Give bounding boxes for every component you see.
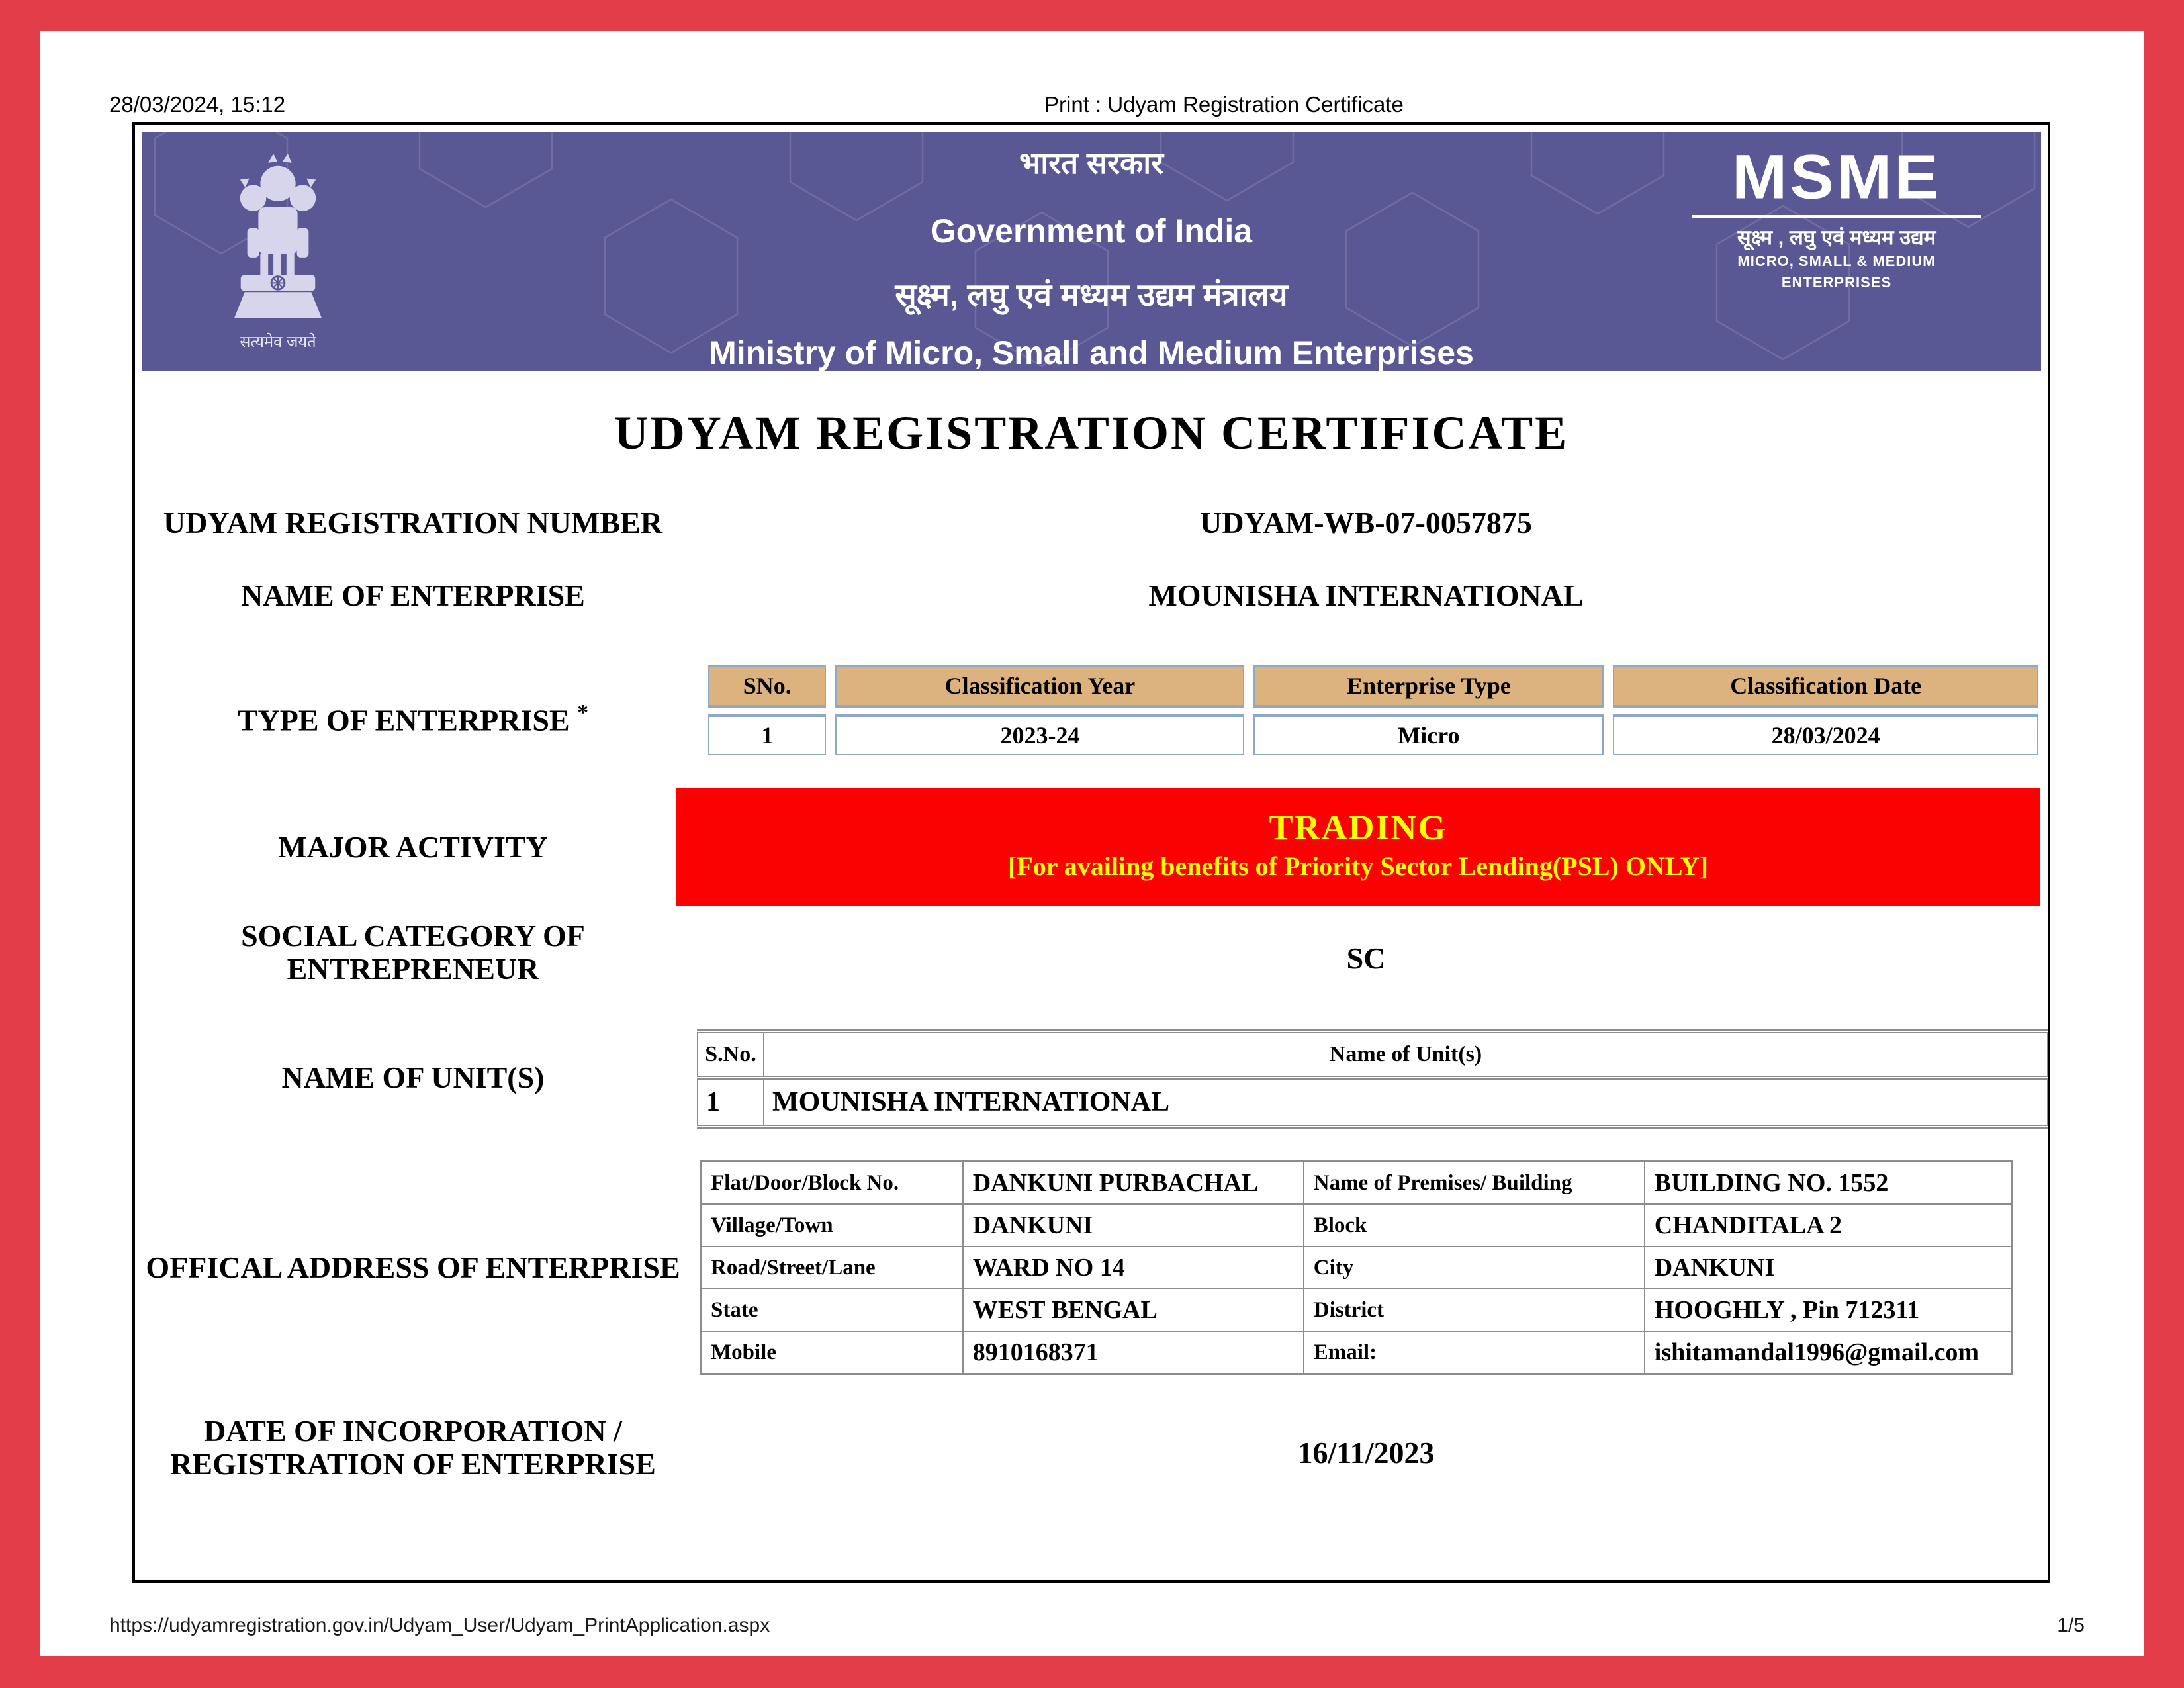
registration-number-label: UDYAM REGISTRATION NUMBER <box>163 506 662 539</box>
incorporation-date-label-line1: DATE OF INCORPORATION / <box>204 1414 622 1448</box>
type-table-cell: 28/03/2024 <box>1613 714 2038 755</box>
address-cell-label: Mobile <box>701 1331 963 1374</box>
type-table-cell: 2023-24 <box>835 714 1244 755</box>
footer-url: https://udyamregistration.gov.in/Udyam_User/Udyam_PrintApplication.aspx <box>109 1615 770 1636</box>
msme-logo-divider <box>1692 215 1981 218</box>
major-activity-note: [For availing benefits of Priority Sector Lending(PSL) ONLY] <box>1007 851 1709 881</box>
print-datetime: 28/03/2024, 15:12 <box>109 92 286 117</box>
units-table-header-row <box>698 1031 2048 1078</box>
print-preview-page <box>40 31 2144 1656</box>
address-cell-value: BUILDING NO. 1552 <box>1645 1162 2012 1205</box>
address-cell-value: HOOGHLY , Pin 712311 <box>1645 1289 2012 1331</box>
banner-english-ministry: Ministry of Micro, Small and Medium Enterprises <box>709 334 1474 371</box>
address-cell-label: Village/Town <box>701 1204 963 1246</box>
address-cell-value: ishitamandal1996@gmail.com <box>1645 1331 2012 1374</box>
address-cell-label: District <box>1304 1289 1645 1331</box>
address-cell-label: City <box>1304 1246 1645 1289</box>
address-cell-label: Block <box>1304 1204 1645 1246</box>
social-category-label-line2: ENTREPRENEUR <box>287 952 539 986</box>
type-table-cell: 1 <box>708 714 826 755</box>
address-row <box>701 1331 2012 1374</box>
address-cell-value: DANKUNI PURBACHAL <box>963 1162 1304 1205</box>
banner-english-title: Government of India <box>930 212 1253 250</box>
address-row <box>701 1162 2012 1205</box>
social-category-value: SC <box>1346 941 1386 975</box>
type-table-cell: Micro <box>1253 714 1604 755</box>
msme-logo <box>1688 141 1985 293</box>
banner-hindi-title: भारत सरकार <box>1019 146 1164 180</box>
msme-logo-english: MICRO, SMALL & MEDIUM ENTERPRISES <box>1737 253 1936 291</box>
incorporation-date-label <box>135 1415 691 1481</box>
incorporation-date-value: 16/11/2023 <box>1297 1436 1435 1470</box>
type-table-header: Enterprise Type <box>1253 665 1604 708</box>
major-activity-label: MAJOR ACTIVITY <box>278 830 548 864</box>
address-cell-value: DANKUNI <box>1645 1246 2012 1289</box>
address-cell-label: State <box>701 1289 963 1331</box>
units-table-cell: 1 <box>698 1078 764 1127</box>
banner-hindi-ministry: सूक्ष्म, लघु एवं मध्यम उद्यम मंत्रालय <box>895 278 1288 313</box>
msme-logo-acronym: MSME <box>1732 141 1941 212</box>
print-title: Print : Udyam Registration Certificate <box>1044 92 1404 117</box>
units-table-row <box>698 1078 2048 1127</box>
certificate-title: UDYAM REGISTRATION CERTIFICATE <box>614 406 1569 459</box>
units-table <box>697 1029 2048 1129</box>
major-activity-banner <box>676 788 2040 906</box>
address-cell-value: CHANDITALA 2 <box>1645 1204 2012 1246</box>
type-of-enterprise-label-text: TYPE OF ENTERPRISE <box>237 703 570 737</box>
units-table-header: Name of Unit(s) <box>764 1031 2048 1078</box>
address-cell-label: Name of Premises/ Building <box>1304 1162 1645 1205</box>
address-row <box>701 1246 2012 1289</box>
enterprise-name-value: MOUNISHA INTERNATIONAL <box>1148 579 1584 612</box>
type-of-enterprise-table <box>699 659 2048 762</box>
address-cell-label: Email: <box>1304 1331 1645 1374</box>
address-cell-value: WARD NO 14 <box>963 1246 1304 1289</box>
required-asterisk: * <box>577 700 589 725</box>
units-table-header: S.No. <box>698 1031 764 1078</box>
type-table-header: SNo. <box>708 665 826 708</box>
major-activity-value: TRADING <box>1269 808 1447 847</box>
incorporation-date-label-line2: REGISTRATION OF ENTERPRISE <box>170 1447 656 1481</box>
address-cell-label: Flat/Door/Block No. <box>701 1162 963 1205</box>
emblem-caption: सत्यमेव जयते <box>240 334 316 352</box>
social-category-label <box>135 919 691 986</box>
address-cell-value: WEST BENGAL <box>963 1289 1304 1331</box>
footer-page-indicator: 1/5 <box>2057 1615 2085 1636</box>
type-table-header-row <box>708 665 2038 708</box>
certificate-box <box>132 122 2050 1583</box>
type-table-header: Classification Date <box>1613 665 2038 708</box>
address-cell-label: Road/Street/Lane <box>701 1246 963 1289</box>
units-table-cell: MOUNISHA INTERNATIONAL <box>764 1078 2048 1127</box>
official-address-label: OFFICAL ADDRESS OF ENTERPRISE <box>146 1250 680 1284</box>
social-category-label-line1: SOCIAL CATEGORY OF <box>241 919 585 953</box>
registration-number-value: UDYAM-WB-07-0057875 <box>1200 506 1532 539</box>
units-label: NAME OF UNIT(S) <box>281 1060 545 1094</box>
type-of-enterprise-label <box>135 696 691 737</box>
government-banner <box>142 132 2041 371</box>
official-address-table <box>700 1160 2013 1375</box>
address-cell-value: DANKUNI <box>963 1204 1304 1246</box>
address-row <box>701 1289 2012 1331</box>
msme-logo-hindi: सूक्ष्म , लघु एवं मध्यम उद्यम <box>1737 226 1936 249</box>
enterprise-name-label: NAME OF ENTERPRISE <box>241 579 585 612</box>
type-table-header: Classification Year <box>835 665 1244 708</box>
address-cell-value: 8910168371 <box>963 1331 1304 1374</box>
address-row <box>701 1204 2012 1246</box>
type-table-row <box>708 714 2038 755</box>
